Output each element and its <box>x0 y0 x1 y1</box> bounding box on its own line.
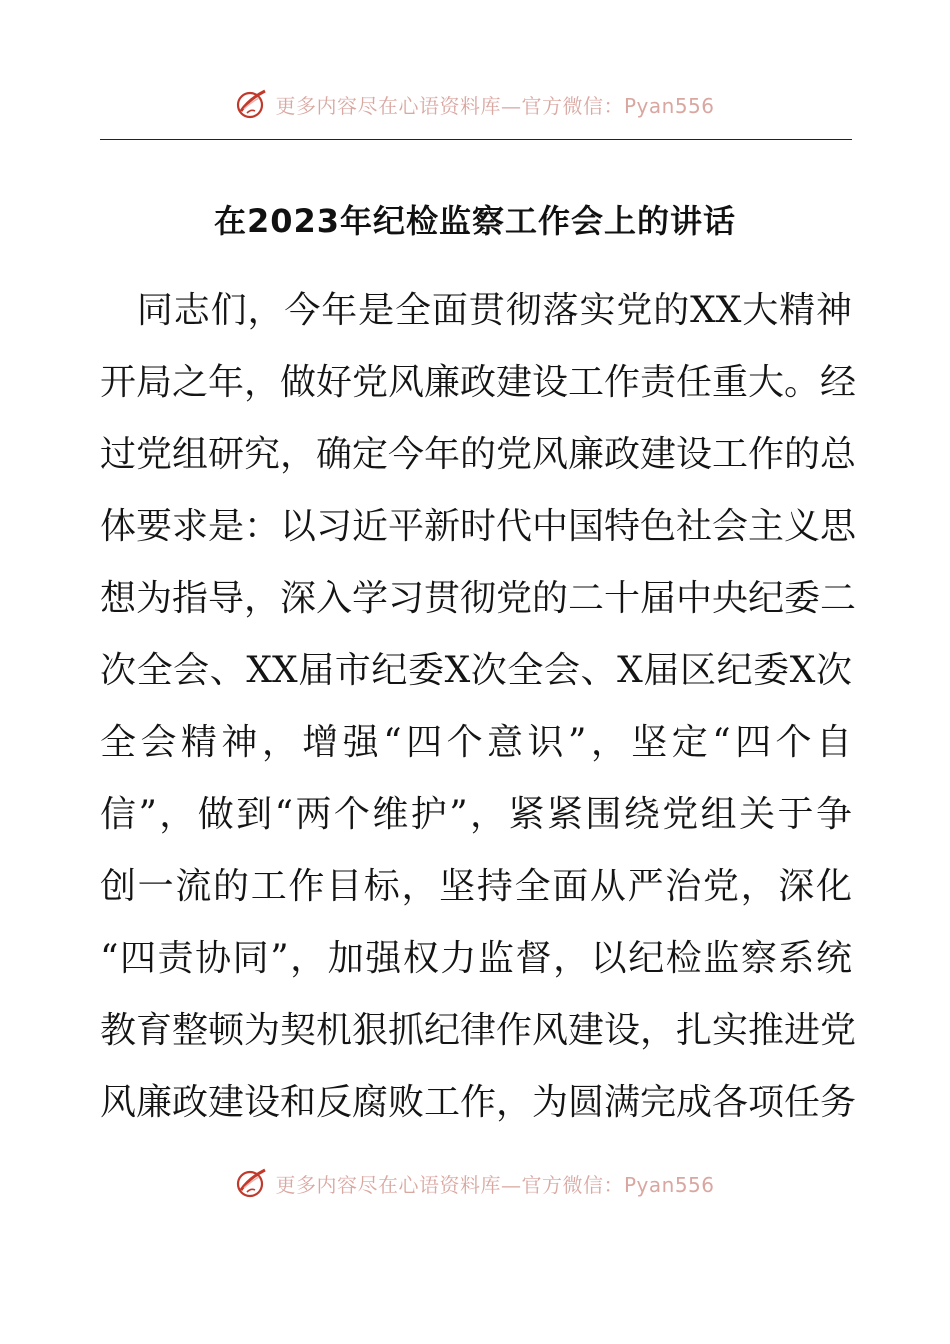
header-banner-text: 更多内容尽在心语资料库—官方微信：Pyan556 <box>275 93 715 118</box>
body-line: 风廉政建设和反腐败工作，为圆满完成各项任务 <box>100 1082 857 1123</box>
body-line: 全会精神，增强“四个意识”，坚定“四个自 <box>100 722 852 763</box>
body-line: 信”，做到“两个维护”，紧紧围绕党组关于争 <box>100 794 852 835</box>
red-pen-logo-icon <box>235 1166 269 1200</box>
body-line: 想为指导，深入学习贯彻党的二十届中央纪委二 <box>100 578 857 619</box>
body-line: 过党组研究，确定今年的党风廉政建设工作的总 <box>100 434 857 475</box>
red-pen-logo-icon <box>235 87 269 121</box>
footer-banner <box>0 1163 950 1203</box>
body-line: 体要求是：以习近平新时代中国特色社会主义思 <box>100 506 857 547</box>
header-banner-wechat-id: Pyan556 <box>623 93 715 118</box>
body-line: 同志们，今年是全面贯彻落实党的XX大精神 <box>100 290 852 331</box>
body-line: 开局之年，做好党风廉政建设工作责任重大。经 <box>100 362 857 403</box>
body-line: “四责协同”，加强权力监督，以纪检监察系统 <box>100 938 852 979</box>
footer-banner-wechat-id: Pyan556 <box>623 1172 715 1197</box>
body-line: 创一流的工作目标，坚持全面从严治党，深化 <box>100 866 852 907</box>
header-banner <box>0 84 950 124</box>
document-body <box>100 289 857 1153</box>
document-title: 在2023年纪检监察工作会上的讲话 <box>213 202 737 240</box>
footer-banner-text: 更多内容尽在心语资料库—官方微信：Pyan556 <box>275 1172 715 1197</box>
body-line: 次全会、XX届市纪委X次全会、X届区纪委X次 <box>100 650 852 691</box>
body-line: 教育整顿为契机狠抓纪律作风建设，扎实推进党 <box>100 1010 857 1051</box>
header-divider <box>100 139 852 140</box>
